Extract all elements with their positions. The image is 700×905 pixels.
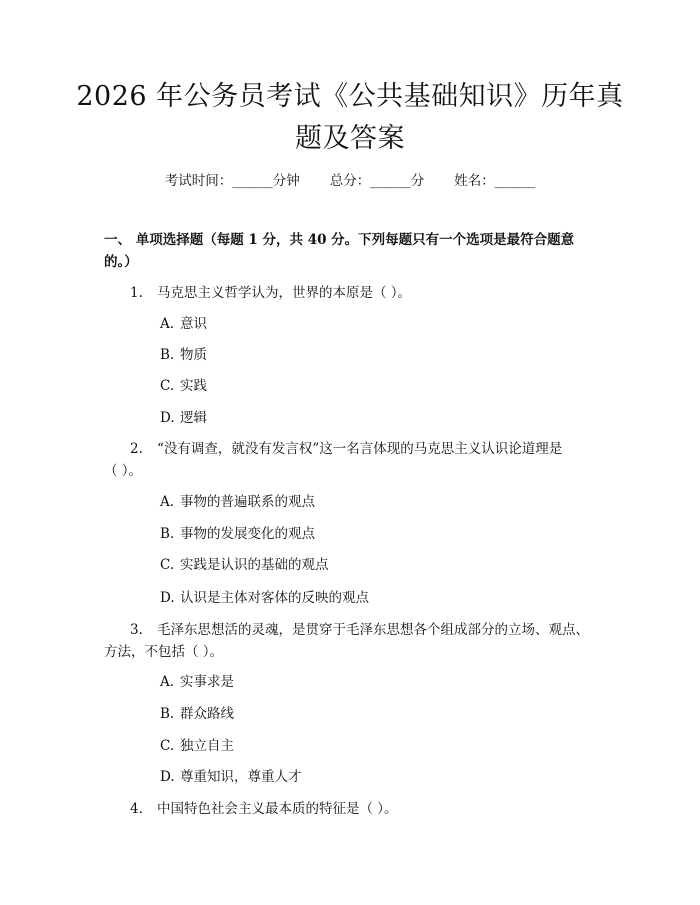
option-1d [160,409,207,427]
option-letter: D. [160,590,175,606]
question-number: 1. [130,285,143,301]
section-heading-line-2: 的。） [104,254,138,270]
question-text: 中国特色社会主义最本质的特征是（ ）。 [157,801,398,817]
question-2 [104,438,600,482]
total-score: 总分：______分 [329,173,425,189]
option-2b [160,525,315,543]
option-2a [160,493,315,511]
question-text-cont: （ ）。 [104,463,143,479]
exam-meta [0,169,700,189]
option-text: 逻辑 [180,410,207,426]
question-4 [104,798,600,820]
option-text: 实事求是 [180,674,234,690]
option-1a [160,315,207,333]
option-letter: B. [160,526,175,542]
option-letter: C. [160,738,175,754]
option-letter: B. [160,706,175,722]
question-number: 2. [130,441,143,457]
student-name: 姓名：______ [454,173,536,189]
option-text: 事物的发展变化的观点 [180,526,315,542]
option-text: 认识是主体对客体的反映的观点 [180,590,369,606]
option-letter: C. [160,557,175,573]
question-1 [104,282,600,304]
option-text: 尊重知识，尊重人才 [180,769,302,785]
option-letter: A. [160,316,175,332]
option-3d [160,768,302,786]
page-title [60,76,640,160]
option-3a [160,673,234,691]
option-text: 事物的普遍联系的观点 [180,494,315,510]
option-text: 独立自主 [180,738,234,754]
section-heading [104,229,594,273]
option-text: 群众路线 [180,706,234,722]
option-text: 意识 [180,316,207,332]
option-1b [160,346,207,364]
option-3b [160,705,234,723]
section-heading-line-1: 一、 单项选择题（每题 1 分，共 40 分。下列每题只有一个选项是最符合题意 [104,232,575,248]
option-text: 实践是认识的基础的观点 [180,557,329,573]
question-3 [104,619,600,663]
question-text: 毛泽东思想活的灵魂，是贯穿于毛泽东思想各个组成部分的立场、观点、 [157,622,589,638]
question-number: 3. [130,622,143,638]
question-text: “没有调查，就没有发言权”这一名言体现的马克思主义认识论道理是 [157,441,563,457]
option-text: 实践 [180,378,207,394]
option-2d [160,589,369,607]
option-2c [160,556,329,574]
option-3c [160,737,234,755]
question-text-cont: 方法，不包括（ ）。 [104,644,224,660]
option-letter: A. [160,674,175,690]
exam-time: 考试时间：______分钟 [164,173,300,189]
title-line-2: 题及答案 [295,123,405,154]
option-letter: D. [160,769,175,785]
question-number: 4. [130,801,143,817]
option-letter: C. [160,378,175,394]
title-line-1: 2026 年公务员考试《公共基础知识》历年真 [76,81,624,112]
option-1c [160,377,207,395]
option-letter: A. [160,494,175,510]
option-letter: D. [160,410,175,426]
option-letter: B. [160,347,175,363]
question-text: 马克思主义哲学认为，世界的本原是（ ）。 [157,285,412,301]
option-text: 物质 [180,347,207,363]
